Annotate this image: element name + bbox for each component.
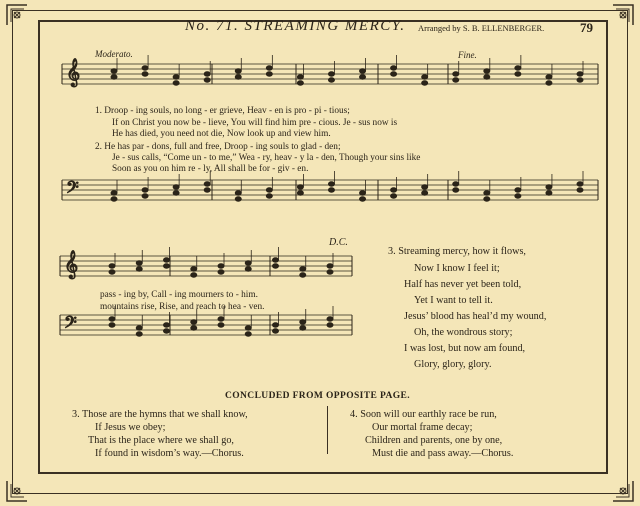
- note-head: [360, 69, 366, 73]
- note-head: [111, 69, 117, 73]
- note-head: [266, 72, 272, 76]
- footer-verse-line: If Jesus we obey;: [95, 422, 166, 433]
- verse-line: Oh, the wondrous story;: [414, 327, 513, 338]
- note-head: [297, 191, 303, 195]
- dc-marking: D.C.: [329, 237, 348, 248]
- note-head: [328, 72, 334, 76]
- note-head: [577, 188, 583, 192]
- note-head: [142, 194, 148, 198]
- verse-line: I was lost, but now am found,: [404, 343, 526, 354]
- note-head: [391, 66, 397, 70]
- note-head: [327, 323, 333, 327]
- note-head: [297, 75, 303, 79]
- note-head: [142, 188, 148, 192]
- bass-clef-icon: 𝄢: [66, 177, 79, 201]
- footer-verse-line: Must die and pass away.—Chorus.: [372, 448, 514, 459]
- note-head: [391, 72, 397, 76]
- lyric-line: pass - ing by, Call - ing mourners to - him.: [100, 290, 258, 300]
- note-head: [204, 72, 210, 76]
- note-head: [484, 75, 490, 79]
- note-head: [422, 81, 428, 85]
- note-head: [164, 264, 170, 268]
- note-head: [109, 264, 115, 268]
- tempo-marking: Moderato.: [95, 49, 133, 59]
- note-head: [577, 72, 583, 76]
- note-head: [328, 182, 334, 186]
- note-head: [577, 182, 583, 186]
- note-head: [453, 182, 459, 186]
- note-head: [327, 264, 333, 268]
- note-head: [109, 317, 115, 321]
- note-head: [111, 191, 117, 195]
- note-head: [273, 264, 279, 268]
- note-head: [453, 78, 459, 82]
- note-head: [173, 191, 179, 195]
- note-head: [273, 258, 279, 262]
- note-head: [235, 75, 241, 79]
- lyric-line: 2. He has par - dons, full and free, Droop - ing souls to glad - den;: [95, 142, 341, 152]
- lyric-line: Je - sus calls, “Come un - to me,” Wea - ry, heav - y la - den, Though your sins like: [112, 153, 421, 163]
- note-head: [109, 270, 115, 274]
- concluded-heading: CONCLUDED FROM OPPOSITE PAGE.: [225, 391, 411, 401]
- note-head: [546, 185, 552, 189]
- note-head: [191, 326, 197, 330]
- note-head: [235, 191, 241, 195]
- note-head: [297, 81, 303, 85]
- note-head: [191, 320, 197, 324]
- lyric-line: If on Christ you now be - lieve, You will find him pre - cious. Je - sus now is: [112, 118, 398, 128]
- note-head: [245, 267, 251, 271]
- note-head: [327, 317, 333, 321]
- note-head: [515, 194, 521, 198]
- verse-line: 3. Streaming mercy, how it flows,: [388, 246, 526, 257]
- note-head: [546, 191, 552, 195]
- note-head: [204, 78, 210, 82]
- footer-verse-line: 3. Those are the hymns that we shall know,: [72, 409, 248, 420]
- note-head: [300, 273, 306, 277]
- note-head: [173, 75, 179, 79]
- note-head: [245, 326, 251, 330]
- note-head: [328, 78, 334, 82]
- note-head: [327, 270, 333, 274]
- footer-verse-line: That is the place where we shall go,: [88, 435, 234, 446]
- note-head: [515, 72, 521, 76]
- note-head: [266, 188, 272, 192]
- note-head: [300, 326, 306, 330]
- note-head: [422, 75, 428, 79]
- verse-line: Half has never yet been told,: [404, 279, 522, 290]
- note-head: [235, 197, 241, 201]
- verse-line: Now I know I feel it;: [414, 263, 500, 274]
- note-head: [164, 329, 170, 333]
- page-number: 79: [580, 20, 593, 35]
- note-head: [245, 332, 251, 336]
- note-head: [484, 191, 490, 195]
- note-head: [136, 261, 142, 265]
- note-head: [515, 188, 521, 192]
- footer-verse-line: Our mortal frame decay;: [372, 422, 473, 433]
- note-head: [142, 66, 148, 70]
- note-head: [142, 72, 148, 76]
- note-head: [173, 185, 179, 189]
- verse-line: Glory, glory, glory.: [414, 359, 492, 370]
- note-head: [191, 267, 197, 271]
- verse-line: Yet I want to tell it.: [414, 295, 493, 306]
- note-head: [546, 75, 552, 79]
- note-head: [297, 185, 303, 189]
- lyric-line: mountains rise, Rise, and reach to hea - ven.: [100, 302, 265, 312]
- note-head: [164, 258, 170, 262]
- column-divider: [327, 406, 328, 454]
- note-head: [136, 332, 142, 336]
- treble-clef-icon: 𝄞: [66, 58, 81, 86]
- note-head: [136, 326, 142, 330]
- note-head: [300, 320, 306, 324]
- note-head: [484, 69, 490, 73]
- note-head: [328, 188, 334, 192]
- hymn-title: No. 71. STREAMING MERCY.: [185, 18, 406, 34]
- note-head: [218, 270, 224, 274]
- note-head: [515, 66, 521, 70]
- lyric-line: He has died, you need not die, Now look up and view him.: [112, 129, 331, 139]
- note-head: [391, 188, 397, 192]
- note-head: [111, 75, 117, 79]
- note-head: [136, 267, 142, 271]
- note-head: [273, 323, 279, 327]
- footer-verse-line: If found in wisdom’s way.—Chorus.: [95, 448, 244, 459]
- arranger-credit: Arranged by S. B. ELLENBERGER.: [418, 23, 545, 33]
- verse-line: Jesus’ blood has heal’d my wound,: [404, 311, 547, 322]
- note-head: [109, 323, 115, 327]
- note-head: [360, 197, 366, 201]
- note-head: [218, 317, 224, 321]
- note-head: [422, 191, 428, 195]
- bass-clef-icon: 𝄢: [64, 312, 77, 336]
- note-head: [577, 78, 583, 82]
- note-head: [191, 273, 197, 277]
- note-head: [245, 261, 251, 265]
- note-head: [266, 194, 272, 198]
- note-head: [218, 264, 224, 268]
- note-head: [204, 188, 210, 192]
- lyric-line: 1. Droop - ing souls, no long - er grieve, Heav - en is pro - pi - tious;: [95, 106, 350, 116]
- note-head: [422, 185, 428, 189]
- note-head: [453, 188, 459, 192]
- fine-marking: Fine.: [458, 50, 477, 60]
- note-head: [391, 194, 397, 198]
- note-head: [360, 75, 366, 79]
- footer-verse-line: 4. Soon will our earthly race be run,: [350, 409, 497, 420]
- note-head: [235, 69, 241, 73]
- note-head: [360, 191, 366, 195]
- footer-verse-line: Children and parents, one by one,: [365, 435, 503, 446]
- note-head: [484, 197, 490, 201]
- treble-clef-icon: 𝄞: [64, 250, 79, 278]
- note-head: [266, 66, 272, 70]
- note-head: [111, 197, 117, 201]
- lyric-line: Soon as you on him re - ly, All shall be for - giv - en.: [112, 164, 309, 174]
- note-head: [204, 182, 210, 186]
- note-head: [273, 329, 279, 333]
- note-head: [173, 81, 179, 85]
- note-head: [164, 323, 170, 327]
- note-head: [546, 81, 552, 85]
- note-head: [300, 267, 306, 271]
- note-head: [453, 72, 459, 76]
- note-head: [218, 323, 224, 327]
